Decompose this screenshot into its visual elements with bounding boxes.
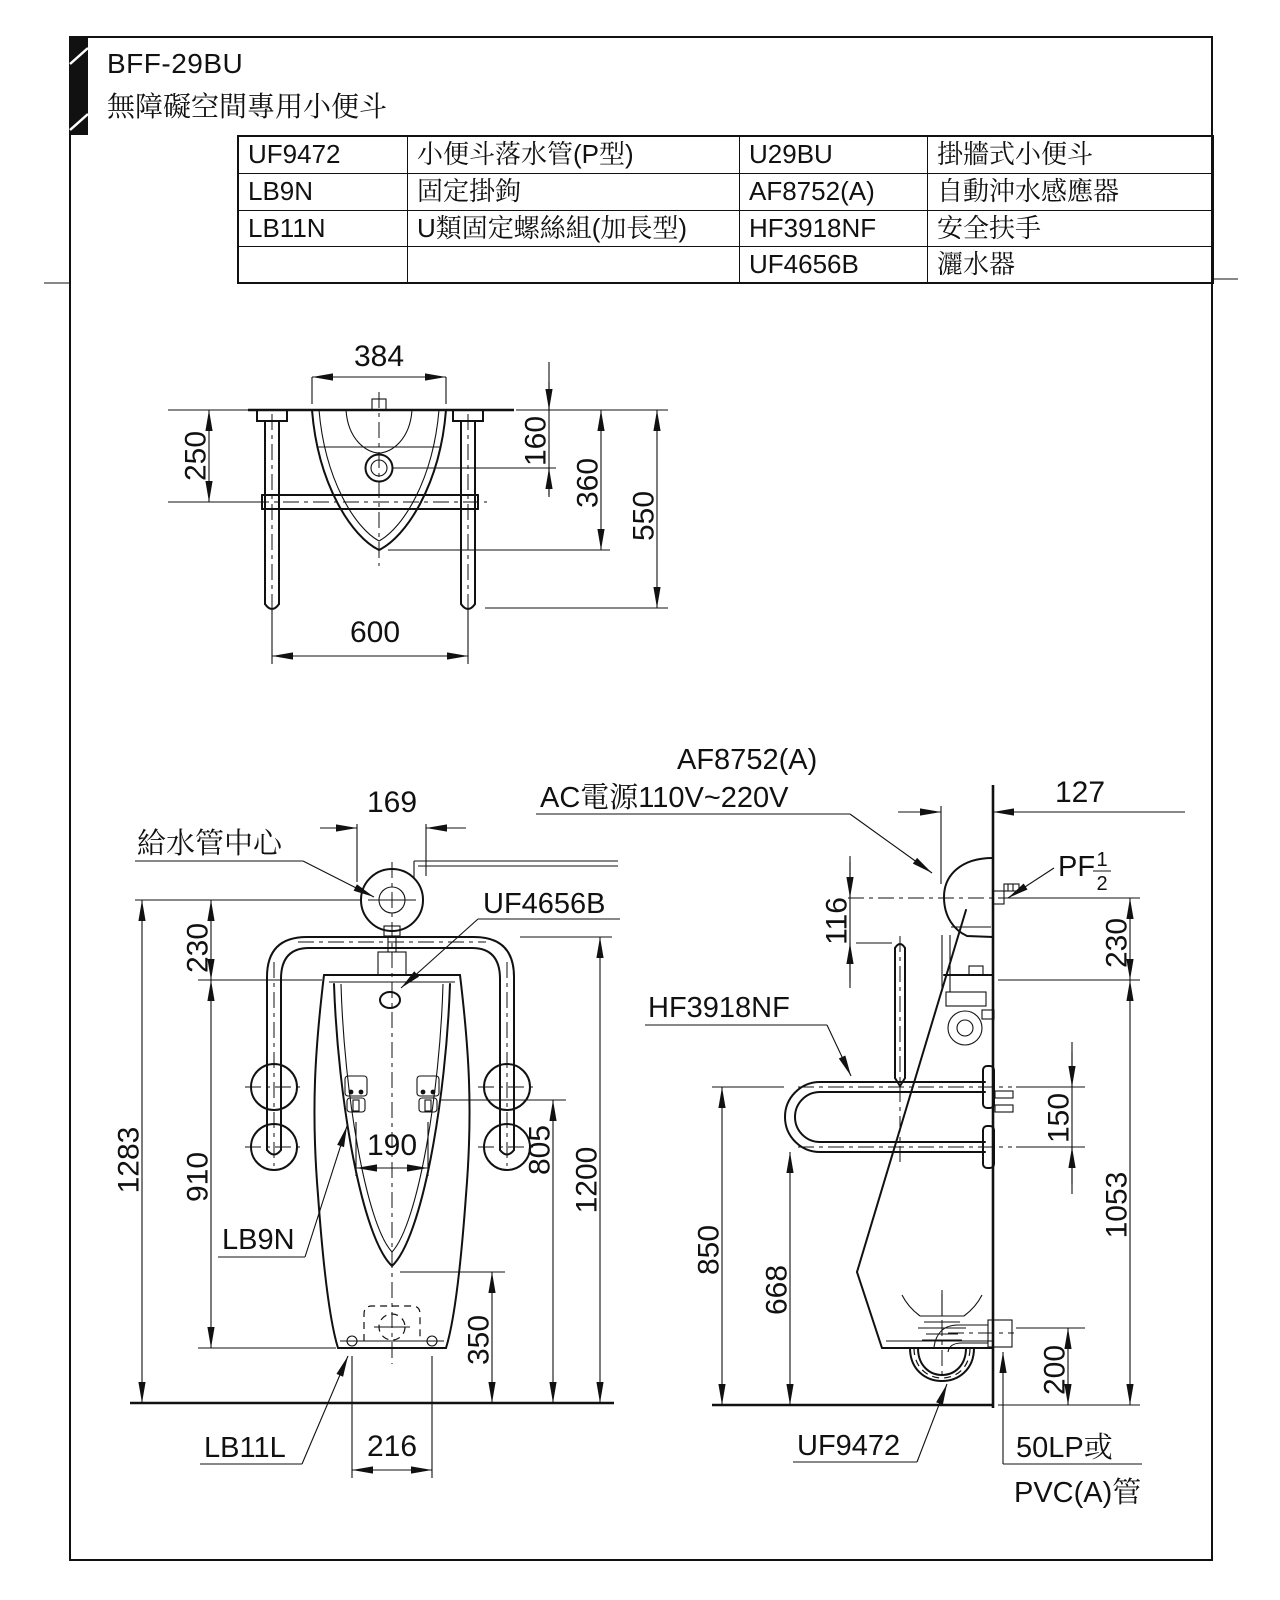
dim-1200: 1200 <box>570 1146 604 1214</box>
dim-350: 350 <box>462 1314 496 1366</box>
part-desc: 自動沖水感應器 <box>927 173 1214 209</box>
part-code: AF8752(A) <box>739 173 927 209</box>
sensor-label: AF8752(A) <box>677 744 818 776</box>
dim-116: 116 <box>820 897 854 945</box>
part-code: LB11N <box>239 210 407 246</box>
power-label: AC電源110V~220V <box>540 782 789 814</box>
dim-230-side: 230 <box>1100 917 1134 969</box>
pf-numerator: 1 <box>1096 849 1108 871</box>
dim-216: 216 <box>366 1430 418 1463</box>
outlet-pipe-label-line1: 50LP或 <box>1016 1432 1113 1464</box>
dim-1283: 1283 <box>112 1126 146 1194</box>
dim-160: 160 <box>519 415 553 467</box>
part-desc: 小便斗落水管(P型) <box>407 137 739 173</box>
part-code: UF9472 <box>248 139 341 169</box>
part-code: UF4656B <box>739 246 927 282</box>
dim-910: 910 <box>181 1151 215 1203</box>
pf-denominator: 2 <box>1096 873 1108 895</box>
dim-127: 127 <box>1054 776 1106 809</box>
hook-label: LB9N <box>222 1224 295 1256</box>
trap-label: UF9472 <box>797 1430 901 1462</box>
part-desc: U類固定螺絲組(加長型) <box>407 210 739 246</box>
outlet-pipe-label-line2: PVC(A)管 <box>1014 1477 1142 1509</box>
part-desc: 安全扶手 <box>927 210 1214 246</box>
dim-384: 384 <box>353 340 405 373</box>
dim-668: 668 <box>760 1264 794 1316</box>
dim-805: 805 <box>523 1124 557 1176</box>
product-name: 無障礙空間專用小便斗 <box>107 90 388 122</box>
spreader-label: UF4656B <box>483 888 606 920</box>
model-number: BFF-29BU <box>107 48 244 79</box>
grab-bar-label: HF3918NF <box>648 992 790 1024</box>
top-view <box>168 340 668 664</box>
pf-label: PF <box>1058 851 1096 883</box>
dim-150: 150 <box>1042 1092 1076 1144</box>
dim-250: 250 <box>179 430 213 482</box>
part-desc: 掛牆式小便斗 <box>927 137 1214 173</box>
part-desc: 固定掛鉤 <box>407 173 739 209</box>
dim-200: 200 <box>1038 1344 1072 1396</box>
dim-550: 550 <box>627 490 661 542</box>
front-view <box>113 786 621 1478</box>
part-code: HF3918NF <box>739 210 927 246</box>
part-code: U29BU <box>739 137 927 173</box>
bolt-label: LB11L <box>204 1432 286 1464</box>
dim-190: 190 <box>366 1129 418 1162</box>
supply-center-label: 給水管中心 <box>137 828 283 860</box>
part-code: LB9N <box>239 173 407 209</box>
dim-850: 850 <box>692 1224 726 1276</box>
part-desc: 灑水器 <box>927 246 1214 282</box>
dim-600: 600 <box>349 616 401 649</box>
dim-360: 360 <box>571 457 605 509</box>
side-view <box>536 744 1185 1509</box>
dim-1053: 1053 <box>1100 1171 1134 1239</box>
dim-230-front: 230 <box>181 922 215 974</box>
dim-169: 169 <box>366 786 418 819</box>
